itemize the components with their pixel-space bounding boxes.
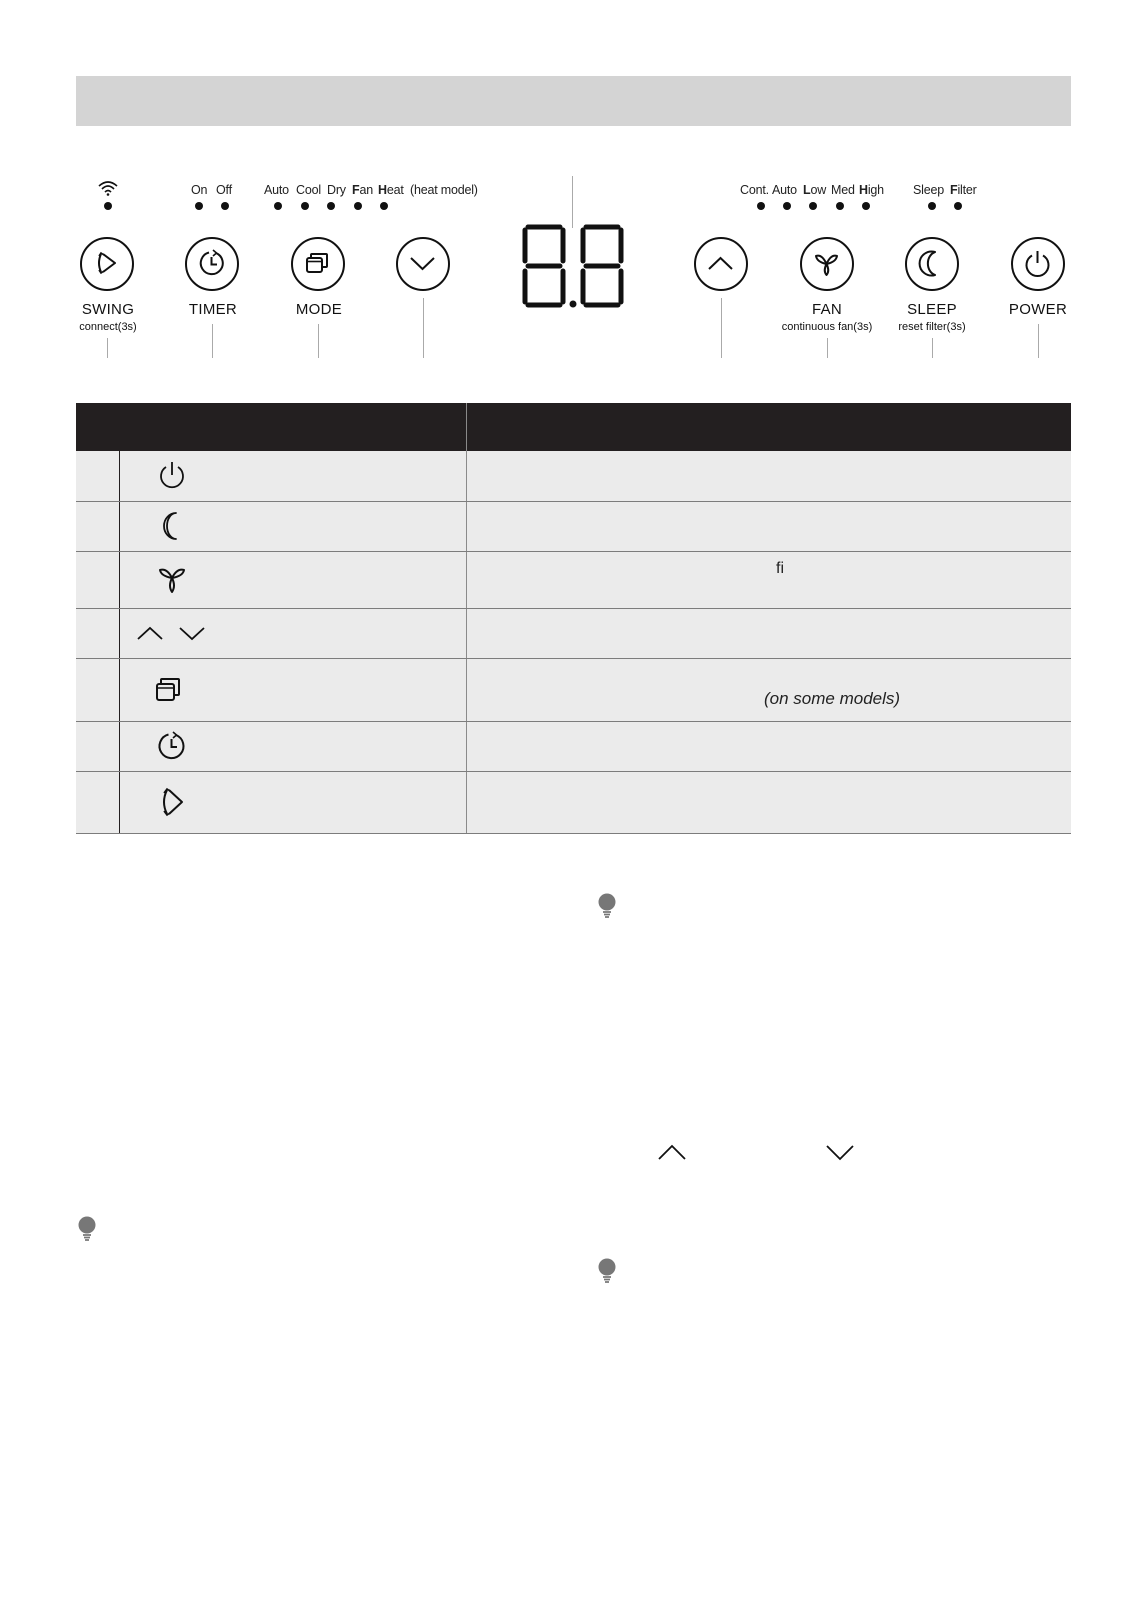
power-icon — [1013, 239, 1062, 288]
lightbulb-icon — [596, 893, 618, 919]
chevron-down-icon — [398, 239, 447, 288]
timer-on-dot — [195, 202, 203, 210]
leader-line-down — [423, 298, 424, 358]
filter-indicator-dot — [954, 202, 962, 210]
table-row — [76, 451, 1071, 501]
fan-med-label: Med — [831, 183, 855, 197]
fan-button[interactable] — [800, 237, 854, 291]
table-header — [76, 403, 1071, 451]
fan-label: FAN — [811, 301, 843, 318]
chevron-up-icon — [657, 1142, 687, 1162]
up-button[interactable] — [694, 237, 748, 291]
power-button[interactable] — [1011, 237, 1065, 291]
chevron-up-icon — [696, 239, 745, 288]
timer-off-label: Off — [216, 183, 232, 197]
chevron-up-down-icon — [132, 618, 212, 648]
sleep-indicator-label: Sleep — [913, 183, 944, 197]
table-row — [76, 501, 1071, 551]
moon-icon — [150, 509, 194, 543]
sleep-indicator-dot — [928, 202, 936, 210]
mode-heat-dot — [380, 202, 388, 210]
mode-fan-label: Fan — [352, 183, 373, 197]
leader-line-mode — [318, 324, 319, 358]
sleep-label: SLEEP — [907, 301, 957, 318]
leader-line-sleep — [932, 338, 933, 358]
mode-heat-label: Heat — [378, 183, 404, 197]
fan-cont-dot — [757, 202, 765, 210]
swing-icon — [150, 782, 194, 822]
fan-cont-label: Cont. — [740, 183, 769, 197]
swing-label: SWING — [81, 301, 135, 318]
power-icon — [150, 459, 194, 493]
timer-button[interactable] — [185, 237, 239, 291]
mode-dry-label: Dry — [327, 183, 346, 197]
controls-table — [76, 403, 1071, 834]
sleep-button[interactable] — [905, 237, 959, 291]
timer-icon — [187, 239, 236, 288]
fan-sublabel: continuous fan(3s) — [781, 321, 873, 333]
table-row — [76, 608, 1071, 658]
fan-high-dot — [862, 202, 870, 210]
mode-icon — [293, 239, 342, 288]
moon-icon — [907, 239, 956, 288]
fan-icon — [802, 239, 851, 288]
swing-sublabel: connect(3s) — [79, 321, 137, 333]
wifi-icon — [97, 180, 119, 196]
lightbulb-icon — [596, 1258, 618, 1284]
mode-fan-dot — [354, 202, 362, 210]
down-button[interactable] — [396, 237, 450, 291]
mode-icon — [150, 673, 194, 707]
leader-line-timer — [212, 324, 213, 358]
fan-low-dot — [809, 202, 817, 210]
fan-icon — [150, 562, 194, 598]
fan-high-label: High — [859, 183, 884, 197]
chevron-down-icon — [825, 1142, 855, 1162]
timer-icon — [150, 729, 194, 763]
fan-auto-dot — [783, 202, 791, 210]
fan-auto-label: Auto — [772, 183, 797, 197]
mode-label: MODE — [295, 301, 343, 318]
mode-dry-dot — [327, 202, 335, 210]
seven-segment-digits — [520, 224, 628, 308]
mode-row-note: (on some models) — [764, 688, 901, 708]
fan-low-label: Low — [803, 183, 827, 197]
filter-indicator-label: Filter — [950, 183, 977, 197]
timer-off-dot — [221, 202, 229, 210]
power-label: POWER — [1008, 301, 1068, 318]
leader-line-power — [1038, 324, 1039, 358]
leader-line-swing — [107, 338, 108, 358]
fan-med-dot — [836, 202, 844, 210]
leader-line-display — [572, 176, 573, 228]
leader-line-up — [721, 298, 722, 358]
mode-cool-dot — [301, 202, 309, 210]
mode-button[interactable] — [291, 237, 345, 291]
swing-button[interactable] — [80, 237, 134, 291]
mode-cool-label: Cool — [296, 183, 321, 197]
fan-row-desc: fi — [776, 559, 784, 577]
mode-auto-label: Auto — [264, 183, 289, 197]
timer-on-label: On — [191, 183, 208, 197]
table-row — [76, 658, 1071, 721]
wifi-indicator-dot — [104, 202, 112, 210]
table-row — [76, 721, 1071, 771]
mode-heat-note: (heat model) — [410, 183, 478, 197]
leader-line-fan — [827, 338, 828, 358]
table-row — [76, 771, 1071, 833]
table-row — [76, 551, 1071, 608]
temperature-display — [520, 224, 628, 308]
timer-label: TIMER — [188, 301, 238, 318]
sleep-sublabel: reset filter(3s) — [898, 321, 966, 333]
control-panel — [0, 0, 1147, 380]
mode-auto-dot — [274, 202, 282, 210]
swing-icon — [82, 239, 131, 288]
lightbulb-icon — [76, 1216, 98, 1242]
